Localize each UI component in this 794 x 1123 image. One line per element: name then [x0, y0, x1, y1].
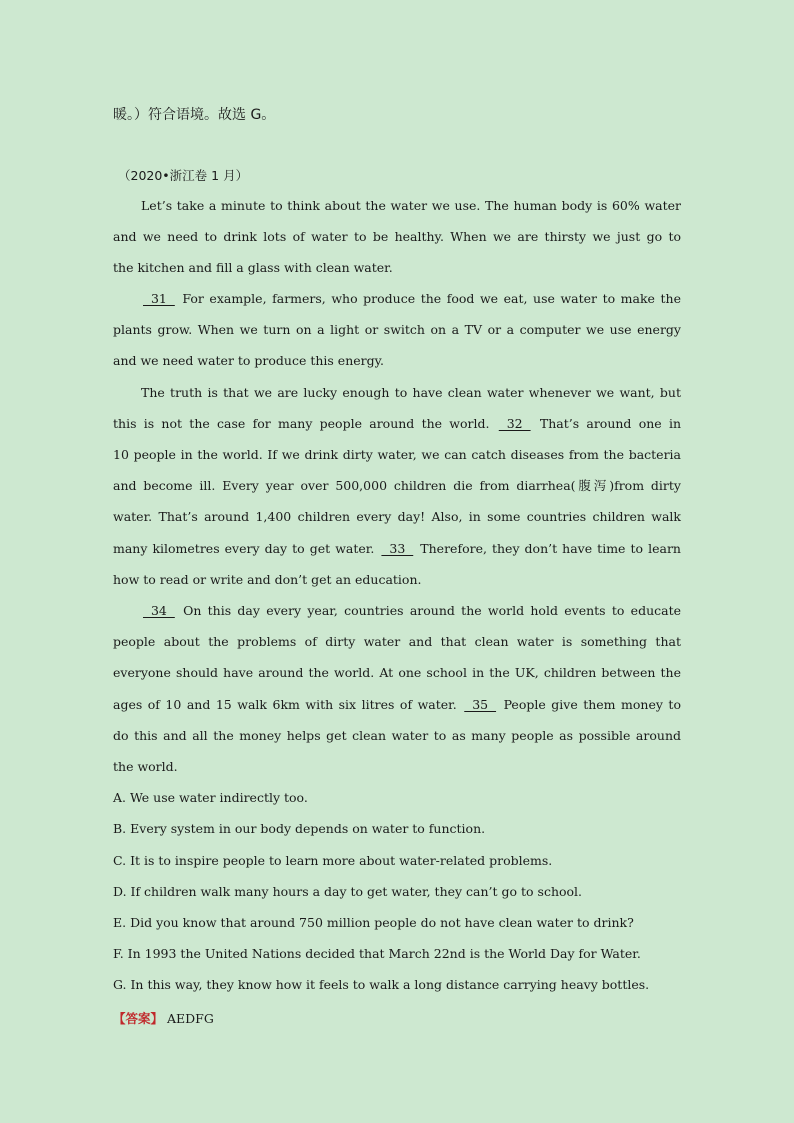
passage-line	[113, 697, 681, 713]
passage-text: many kilometres every day to get water.	[113, 541, 375, 556]
passage-line: plants grow. When we turn on a light or switch on a TV or a computer we use energy	[113, 322, 681, 337]
passage-line	[141, 603, 681, 619]
previous-explanation-text: 暖。）符合语境。故选 G。	[113, 107, 276, 123]
passage-line: water. That’s around 1,400 children every day! Also, in some countries children walk	[113, 509, 681, 524]
passage-line: the world.	[113, 759, 178, 774]
passage-text: this is not the case for many people around the world.	[113, 416, 490, 431]
passage-line	[113, 416, 681, 432]
passage-text: People give them money to	[503, 697, 681, 712]
passage-line: The truth is that we are lucky enough to have clean water whenever we want, but	[141, 385, 681, 400]
passage-text: ages of 10 and 15 walk 6km with six litres of water.	[113, 697, 457, 712]
option-a: A. We use water indirectly too.	[113, 790, 308, 805]
passage-line: and we need to drink lots of water to be healthy. When we are thirsty we just go to	[113, 229, 681, 244]
source-label: （2020•浙江卷 1 月）	[118, 168, 249, 183]
option-d: D. If children walk many hours a day to get water, they can’t go to school.	[113, 884, 583, 899]
answer-value: AEDFG	[167, 1011, 214, 1026]
passage-line: people about the problems of dirty water and that clean water is something that	[113, 634, 681, 649]
passage-line: everyone should have around the world. At one school in the UK, children between the	[113, 665, 681, 680]
blank-31[interactable]: 31	[143, 291, 175, 306]
passage-line: how to read or write and don’t get an education.	[113, 572, 422, 587]
passage-text: Therefore, they don’t have time to learn	[420, 541, 681, 556]
passage-line	[141, 291, 681, 307]
option-f: F. In 1993 the United Nations decided that March 22nd is the World Day for Water.	[113, 946, 641, 961]
blank-34[interactable]: 34	[143, 603, 175, 618]
answer-label: 【答案】	[113, 1011, 164, 1026]
passage-line: and become ill. Every year over 500,000 children die from diarrhea(腹泻)from dirty	[113, 478, 681, 493]
passage-text: On this day every year, countries around the world hold events to educate	[183, 603, 681, 618]
passage-line	[113, 541, 681, 557]
option-g: G. In this way, they know how it feels to walk a long distance carrying heavy bottles.	[113, 977, 650, 992]
blank-33[interactable]: 33	[381, 541, 414, 556]
passage-text: That’s around one in	[539, 416, 681, 431]
passage-text: For example, farmers, who produce the food we eat, use water to make the	[182, 291, 681, 306]
passage-line: and we need water to produce this energy.	[113, 353, 384, 368]
passage-line: 10 people in the world. If we drink dirty water, we can catch diseases from the bacteria	[113, 447, 681, 462]
answer-line	[113, 1009, 214, 1027]
option-b: B. Every system in our body depends on water to function.	[113, 821, 486, 836]
passage-line: do this and all the money helps get clean water to as many people as possible around	[113, 728, 681, 743]
blank-32[interactable]: 32	[498, 416, 531, 431]
passage-line: Let’s take a minute to think about the water we use. The human body is 60% water	[141, 198, 681, 213]
option-e: E. Did you know that around 750 million people do not have clean water to drink?	[113, 915, 634, 930]
option-c: C. It is to inspire people to learn more about water-related problems.	[113, 853, 553, 868]
blank-35[interactable]: 35	[464, 697, 497, 712]
passage-line: the kitchen and fill a glass with clean water.	[113, 260, 393, 275]
